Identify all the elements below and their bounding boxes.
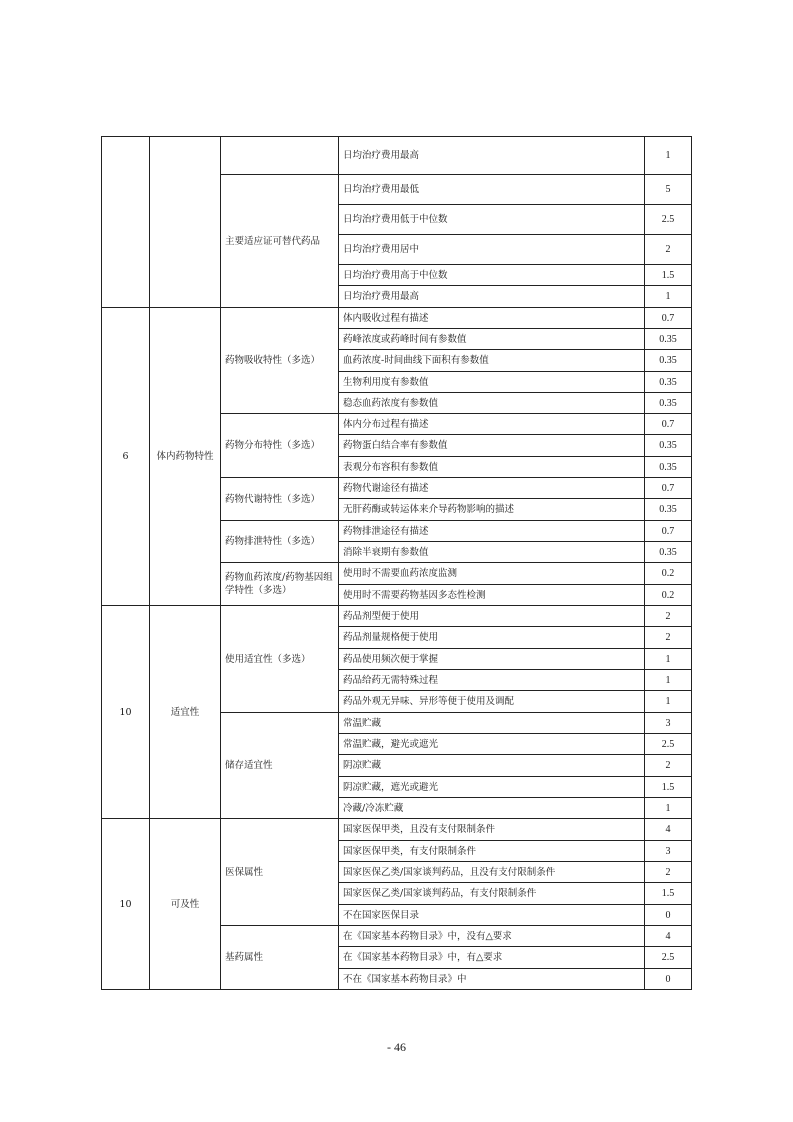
section-number: 10 — [102, 819, 150, 990]
scoring-item: 日均治疗费用最高 — [339, 137, 645, 175]
section-dimension: 体内药物特性 — [150, 308, 221, 606]
scoring-item: 不在国家医保目录 — [339, 905, 645, 926]
scoring-item: 体内吸收过程有描述 — [339, 308, 645, 329]
scoring-item: 无肝药酶或转运体来介导药物影响的描述 — [339, 499, 645, 521]
scoring-item: 药物蛋白结合率有参数值 — [339, 435, 645, 457]
page-number: - 46 — [387, 1040, 406, 1054]
sub-criterion: 主要适应证可替代药品 — [221, 175, 339, 308]
scoring-item: 常温贮藏，避光或遮光 — [339, 734, 645, 755]
scoring-item: 冷藏/冷冻贮藏 — [339, 798, 645, 819]
score-value: 4 — [645, 819, 692, 841]
score-value: 0.7 — [645, 521, 692, 542]
scoring-item: 体内分布过程有描述 — [339, 414, 645, 435]
section-number — [102, 137, 150, 308]
scoring-item: 不在《国家基本药物目录》中 — [339, 969, 645, 990]
scoring-item: 国家医保甲类，且没有支付限制条件 — [339, 819, 645, 841]
score-value: 2 — [645, 606, 692, 627]
score-value: 1 — [645, 798, 692, 819]
scoring-item: 阴凉贮藏，遮光或避光 — [339, 777, 645, 798]
sub-criterion: 药物排泄特性（多选） — [221, 521, 339, 563]
score-value: 1 — [645, 286, 692, 308]
scoring-item: 日均治疗费用高于中位数 — [339, 265, 645, 286]
score-value: 4 — [645, 926, 692, 947]
score-value: 1.5 — [645, 883, 692, 905]
scoring-item: 药品剂量规格便于使用 — [339, 627, 645, 649]
scoring-item: 国家医保乙类/国家谈判药品，且没有支付限制条件 — [339, 862, 645, 883]
score-value: 3 — [645, 713, 692, 734]
scoring-item: 日均治疗费用低于中位数 — [339, 205, 645, 235]
score-value: 0.35 — [645, 499, 692, 521]
sub-criterion — [221, 137, 339, 175]
sub-criterion: 药物血药浓度/药物基因组学特性（多选） — [221, 563, 339, 606]
table-row — [102, 308, 692, 329]
scoring-item: 药品给药无需特殊过程 — [339, 670, 645, 691]
scoring-item: 日均治疗费用最低 — [339, 175, 645, 205]
score-value: 0.35 — [645, 542, 692, 563]
score-value: 2 — [645, 235, 692, 265]
score-value: 0.7 — [645, 414, 692, 435]
score-value: 0.35 — [645, 372, 692, 393]
scoring-item: 在《国家基本药物目录》中，有△要求 — [339, 947, 645, 969]
scoring-item: 日均治疗费用最高 — [339, 286, 645, 308]
score-value: 1 — [645, 670, 692, 691]
score-value: 0.2 — [645, 563, 692, 585]
table-row — [102, 819, 692, 841]
table-row — [102, 606, 692, 627]
score-value: 2.5 — [645, 947, 692, 969]
score-value: 0.2 — [645, 585, 692, 606]
score-value: 2 — [645, 862, 692, 883]
scoring-item: 消除半衰期有参数值 — [339, 542, 645, 563]
score-value: 0.35 — [645, 457, 692, 478]
scoring-item: 血药浓度-时间曲线下面积有参数值 — [339, 350, 645, 372]
score-value: 0.35 — [645, 329, 692, 350]
score-value: 2 — [645, 627, 692, 649]
score-value: 2 — [645, 755, 692, 777]
score-value: 1.5 — [645, 265, 692, 286]
score-value: 3 — [645, 841, 692, 862]
scoring-item: 药品外观无异味、异形等便于使用及调配 — [339, 691, 645, 713]
section-dimension: 适宜性 — [150, 606, 221, 819]
score-value: 0 — [645, 969, 692, 990]
score-value: 1 — [645, 137, 692, 175]
scoring-item: 稳态血药浓度有参数值 — [339, 393, 645, 414]
score-value: 0.7 — [645, 478, 692, 499]
table-body — [102, 137, 692, 990]
sub-criterion: 药物分布特性（多选） — [221, 414, 339, 478]
scoring-item: 使用时不需要药物基因多态性检测 — [339, 585, 645, 606]
score-value: 2.5 — [645, 734, 692, 755]
scoring-item: 药品剂型便于使用 — [339, 606, 645, 627]
sub-criterion: 药物吸收特性（多选） — [221, 308, 339, 414]
section-number: 10 — [102, 606, 150, 819]
scoring-item: 药峰浓度或药峰时间有参数值 — [339, 329, 645, 350]
sub-criterion: 药物代谢特性（多选） — [221, 478, 339, 521]
scoring-item: 药物排泄途径有描述 — [339, 521, 645, 542]
table-row — [102, 137, 692, 175]
scoring-item: 日均治疗费用居中 — [339, 235, 645, 265]
section-number: 6 — [102, 308, 150, 606]
scoring-item: 表观分布容积有参数值 — [339, 457, 645, 478]
score-value: 0 — [645, 905, 692, 926]
scoring-item: 阴凉贮藏 — [339, 755, 645, 777]
scoring-item: 常温贮藏 — [339, 713, 645, 734]
sub-criterion: 医保属性 — [221, 819, 339, 926]
section-dimension: 可及性 — [150, 819, 221, 990]
score-value: 1 — [645, 691, 692, 713]
scoring-item: 在《国家基本药物目录》中，没有△要求 — [339, 926, 645, 947]
score-value: 2.5 — [645, 205, 692, 235]
score-value: 5 — [645, 175, 692, 205]
scoring-item: 使用时不需要血药浓度监测 — [339, 563, 645, 585]
scoring-item: 国家医保乙类/国家谈判药品，有支付限制条件 — [339, 883, 645, 905]
score-value: 0.35 — [645, 435, 692, 457]
score-value: 1 — [645, 649, 692, 670]
scoring-item: 生物利用度有参数值 — [339, 372, 645, 393]
section-dimension — [150, 137, 221, 308]
score-value: 0.35 — [645, 350, 692, 372]
scoring-table — [101, 136, 692, 990]
sub-criterion: 储存适宜性 — [221, 713, 339, 819]
score-value: 1.5 — [645, 777, 692, 798]
sub-criterion: 使用适宜性（多选） — [221, 606, 339, 713]
score-value: 0.7 — [645, 308, 692, 329]
scoring-item: 药品使用频次便于掌握 — [339, 649, 645, 670]
scoring-item: 国家医保甲类，有支付限制条件 — [339, 841, 645, 862]
sub-criterion: 基药属性 — [221, 926, 339, 990]
scoring-item: 药物代谢途径有描述 — [339, 478, 645, 499]
score-value: 0.35 — [645, 393, 692, 414]
